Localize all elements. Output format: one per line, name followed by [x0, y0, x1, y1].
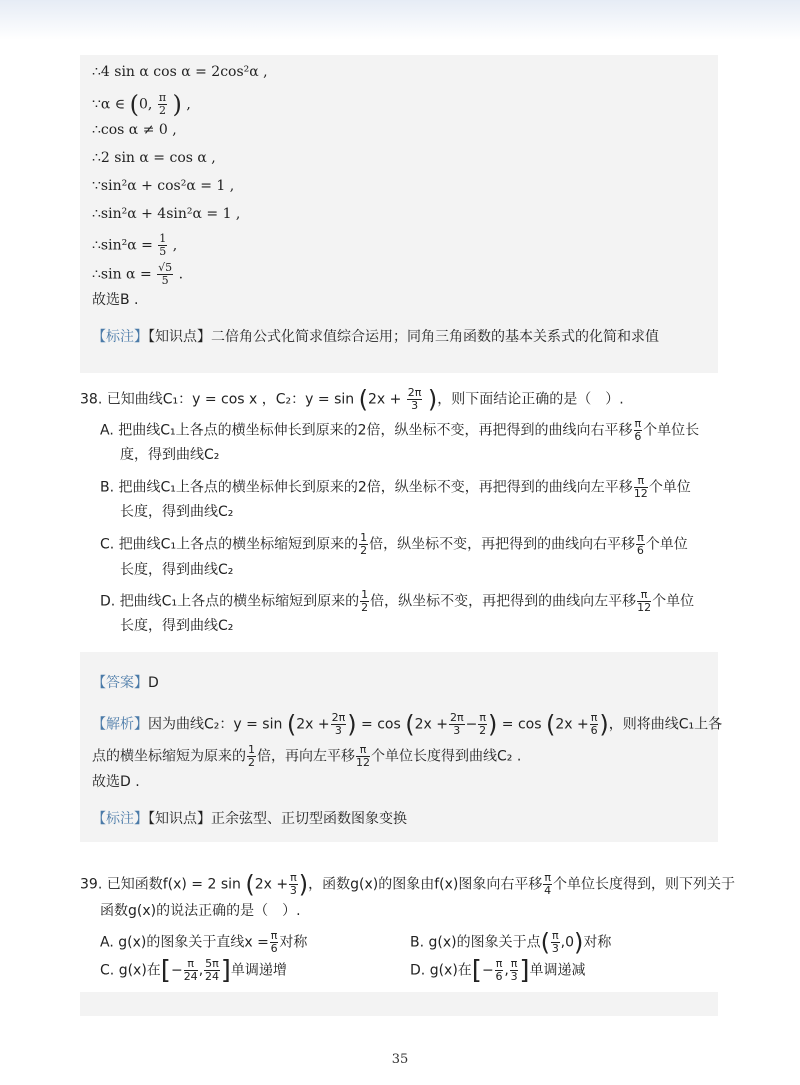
step-6: ∴sin²α + 4sin²α = 1 ,	[92, 206, 241, 222]
q38-option-c-line2: 长度，得到曲线C₂	[120, 562, 234, 578]
q38-option-b-line2: 长度，得到曲线C₂	[120, 504, 234, 520]
note-line-2: 【标注】【知识点】正余弦型、正切型函数图象变换	[92, 811, 407, 827]
q38-option-c-line1: C. 把曲线C₁上各点的横坐标缩短到原来的 $\frac{1}{2}$ 倍，纵坐标不变，再把得到的曲线向右平移 $\frac{\pi}{6}$ 个单位	[100, 531, 688, 557]
q38-option-a-line2: 度，得到曲线C₂	[120, 447, 220, 463]
q39-option-c: C. g(x)在[− $\frac{\pi}{24}$ , $\frac{5\pi}{24}$ ]单调递增	[100, 955, 287, 986]
step-4: ∴2 sin α = cos α ,	[92, 150, 216, 166]
choose-d: 故选D .	[92, 774, 140, 790]
note-tag: 【标注】	[92, 329, 148, 345]
q39-stem-line1: 39. 已知函数f(x) = 2 sin (2x + $\frac{\pi}{3}$ )，函数g(x)的图象由f(x)图象向右平移 $\frac{\pi}{4}$ 个单位长度得到，则下列关于	[80, 870, 735, 899]
step-1: ∴4 sin α cos α = 2cos²α ,	[92, 64, 268, 80]
q38-option-d-line1: D. 把曲线C₁上各点的横坐标缩短到原来的 $\frac{1}{2}$ 倍，纵坐标不变，再把得到的曲线向左平移 $\frac{\pi}{12}$ 个单位	[100, 588, 695, 614]
q38-stem: 38. 已知曲线C₁：y = cos x ，C₂：y = sin (2x + $\frac{2\pi}{3}$ )，则下面结论正确的是（ ）.	[80, 385, 624, 414]
top-gradient-band	[0, 0, 800, 40]
q38-option-d-line2: 长度，得到曲线C₂	[120, 618, 234, 634]
q39-stem-line2: 函数g(x)的说法正确的是（ ）.	[100, 903, 301, 919]
step-5: ∵sin²α + cos²α = 1 ,	[92, 178, 235, 194]
page-number: 35	[391, 1052, 409, 1067]
q38-option-a-line1: A. 把曲线C₁上各点的横坐标伸长到原来的2倍，纵坐标不变，再把得到的曲线向右平移 $\frac{\pi}{6}$ 个单位长	[100, 417, 700, 443]
analysis-line-1: 【解析】因为曲线C₂：y = sin (2x + $\frac{2\pi}{3}$ ) = cos (2x + $\frac{2\pi}{3}$ − $\frac{\pi}{2}$ ) = cos (2x + $\frac{\pi}{6}$ )，则将曲线C₁上各	[92, 710, 723, 739]
step-7: ∴sin²α = $\frac{1}{5}$ ,	[92, 232, 178, 258]
answer-box-39	[80, 992, 718, 1016]
step-8: ∴sin α = $\frac{√5}{5}$ .	[92, 261, 184, 287]
analysis-line-2: 点的横坐标缩短为原来的 $\frac{1}{2}$ 倍，再向左平移 $\frac{\pi}{12}$ 个单位长度得到曲线C₂ .	[92, 743, 522, 769]
q39-option-d: D. g(x)在[− $\frac{\pi}{6}$ , $\frac{\pi}{3}$ ]单调递减	[410, 955, 586, 986]
q38-option-b-line1: B. 把曲线C₁上各点的横坐标伸长到原来的2倍，纵坐标不变，再把得到的曲线向左平移 $\frac{\pi}{12}$ 个单位	[100, 474, 691, 500]
answer-line: 【答案】D	[92, 675, 159, 691]
step-3: ∴cos α ≠ 0 ,	[92, 122, 177, 138]
note-line-1: 【标注】【知识点】二倍角公式化简求值综合运用；同角三角函数的基本关系式的化简和求值	[92, 329, 659, 345]
q39-option-a: A. g(x)的图象关于直线x = $\frac{\pi}{6}$ 对称	[100, 929, 308, 955]
q39-option-b: B. g(x)的图象关于点( $\frac{\pi}{3}$ ,0)对称	[410, 928, 612, 957]
choose-b: 故选B .	[92, 292, 139, 308]
step-2: ∵α ∈ (0, $\frac{\pi}{2}$ ) ,	[92, 90, 191, 119]
